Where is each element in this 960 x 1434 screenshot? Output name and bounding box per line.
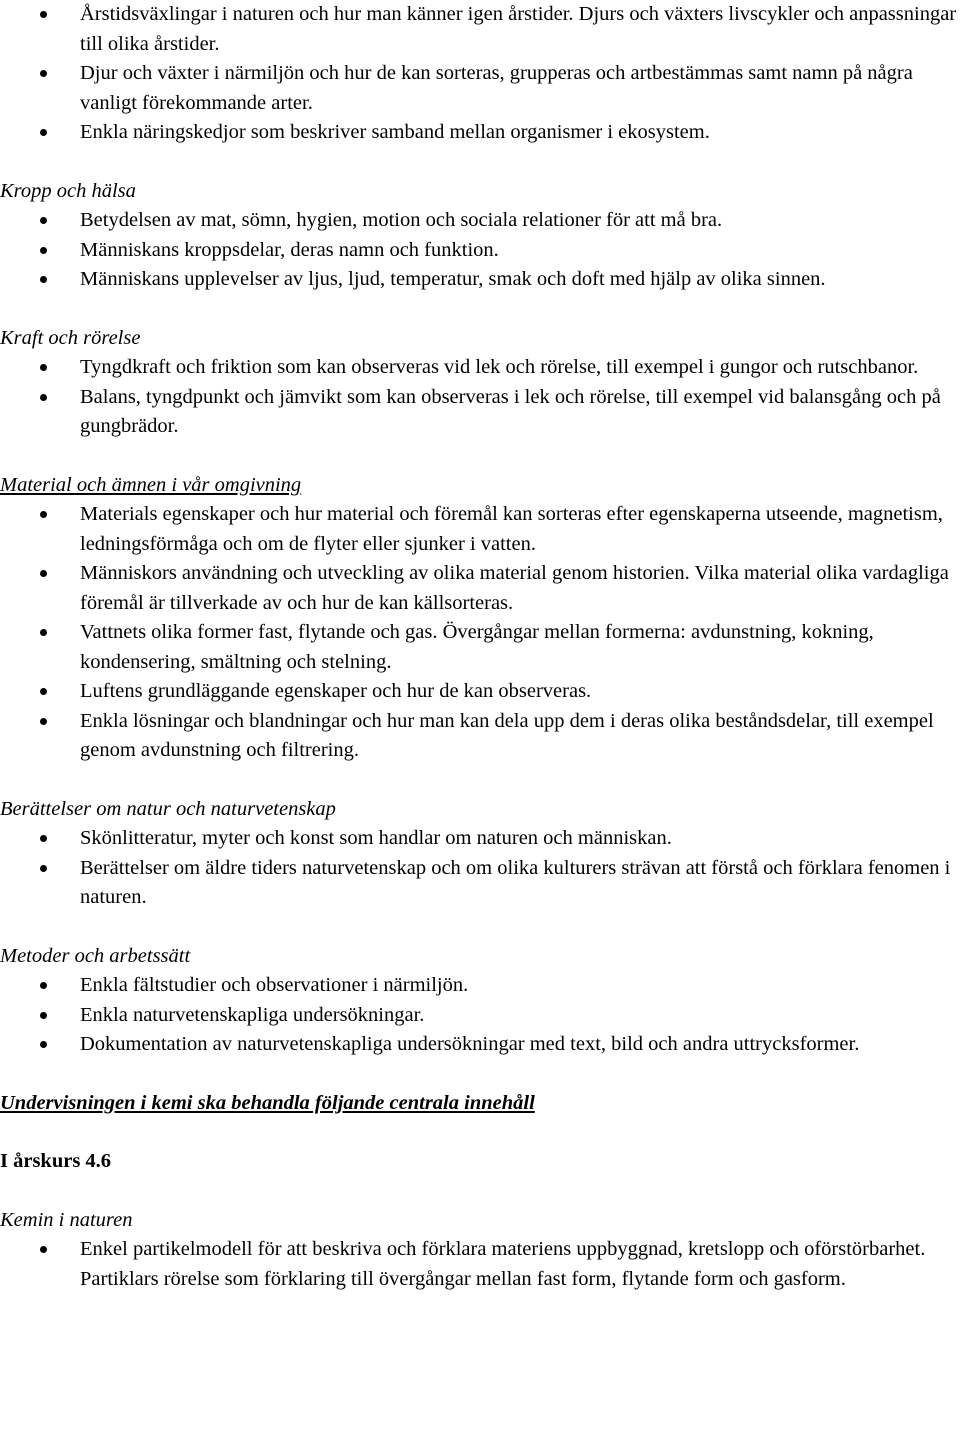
list-item-text: Årstidsväxlingar i naturen och hur man känner igen årstider. Djurs och växters livscykler och anpassningar till olika årstider. xyxy=(80,3,957,55)
list-item xyxy=(0,236,960,266)
list-item xyxy=(0,206,960,236)
list-item xyxy=(0,500,960,559)
bullet-icon xyxy=(40,835,47,842)
bullet-icon xyxy=(40,511,47,518)
list-item-text: Människors användning och utveckling av olika material genom historien. Vilka material olika vardagliga föremål är tillverkade av och hur de kan källsorteras. xyxy=(80,562,949,614)
bullet-icon xyxy=(40,865,47,872)
list-item-text: Människans kroppsdelar, deras namn och funktion. xyxy=(80,238,499,261)
list-item-text: Enkla lösningar och blandningar och hur man kan dela upp dem i deras olika beståndsdelar, till exempel genom avdunstning och filtrering. xyxy=(80,709,934,761)
list-item-text: Djur och växter i närmiljön och hur de kan sorteras, grupperas och artbestämmas samt namn på några vanligt förekommande arter. xyxy=(80,62,913,114)
list-item xyxy=(0,0,960,59)
list-item-text: Materials egenskaper och hur material och föremål kan sorteras efter egenskaperna utseende, magnetism, ledningsförmåga och om de flyter eller sjunker i vatten. xyxy=(80,503,943,555)
list-item xyxy=(0,707,960,766)
bullet-icon xyxy=(40,129,47,136)
bullet-icon xyxy=(40,1246,47,1253)
list-item-text: Vattnets olika former fast, flytande och gas. Övergångar mellan formerna: avdunstning, kokning, kondensering, smältning och stelning. xyxy=(80,621,874,673)
list-item-text: Berättelser om äldre tiders naturvetenskap och om olika kulturers strävan att förstå och förklara fenomen i naturen. xyxy=(80,856,951,908)
section-heading-kropp: Kropp och hälsa xyxy=(0,179,136,202)
kropp-list xyxy=(0,206,960,295)
list-item xyxy=(0,854,960,913)
list-item xyxy=(0,265,960,295)
list-item xyxy=(0,383,960,442)
bullet-icon xyxy=(40,570,47,577)
list-item-text: Dokumentation av naturvetenskapliga undersökningar med text, bild och andra uttrycksformer. xyxy=(80,1033,860,1055)
grade-label: I årskurs 4.6 xyxy=(0,1150,112,1172)
bullet-icon xyxy=(40,718,47,725)
bullet-icon xyxy=(40,394,47,401)
list-item-text: Enkla naturvetenskapliga undersökningar. xyxy=(80,1003,425,1026)
bullet-icon xyxy=(40,629,47,636)
material-list xyxy=(0,500,960,766)
list-item xyxy=(0,971,960,1001)
list-item-text: Enkla näringskedjor som beskriver samband mellan organismer i ekosystem. xyxy=(80,121,710,143)
list-item xyxy=(0,59,960,118)
bullet-icon xyxy=(40,276,47,283)
metoder-list xyxy=(0,971,960,1060)
list-item-text: Enkel partikelmodell för att beskriva och förklara materiens uppbyggnad, kretslopp och oförstörbarhet. Partiklars rörelse som förklaring till övergångar mellan fast form, flytande form och gasform. xyxy=(80,1238,926,1290)
list-item-text: Enkla fältstudier och observationer i närmiljön. xyxy=(80,974,469,996)
bullet-icon xyxy=(40,1012,47,1019)
bullet-icon xyxy=(40,688,47,695)
berattelser-list xyxy=(0,824,960,913)
list-item-text: Skönlitteratur, myter och konst som handlar om naturen och människan. xyxy=(80,827,672,849)
list-item xyxy=(0,1001,960,1031)
section-heading-kemin: Kemin i naturen xyxy=(0,1208,133,1231)
kraft-list xyxy=(0,353,960,442)
bullet-icon xyxy=(40,982,47,989)
list-item xyxy=(0,559,960,618)
kemin-list xyxy=(0,1235,960,1294)
bullet-icon xyxy=(40,70,47,77)
list-item-text: Balans, tyngdpunkt och jämvikt som kan observeras i lek och rörelse, till exempel vid balansgång och på gungbrädor. xyxy=(80,385,941,437)
list-item-text: Människans upplevelser av ljus, ljud, temperatur, smak och doft med hjälp av olika sinnen. xyxy=(80,268,826,290)
list-item-text: Tyngdkraft och friktion som kan observeras vid lek och rörelse, till exempel i gungor och rutschbanor. xyxy=(80,356,919,378)
list-item xyxy=(0,353,960,383)
list-item xyxy=(0,118,960,148)
section-heading-kraft: Kraft och rörelse xyxy=(0,326,141,349)
section-heading-material: Material och ämnen i vår omgivning xyxy=(0,473,302,496)
intro-list xyxy=(0,0,960,148)
bullet-icon xyxy=(40,247,47,254)
bullet-icon xyxy=(40,1041,47,1048)
section-heading-metoder: Metoder och arbetssätt xyxy=(0,944,191,967)
bullet-icon xyxy=(40,217,47,224)
list-item xyxy=(0,1235,960,1294)
list-item xyxy=(0,1030,960,1060)
bullet-icon xyxy=(40,364,47,371)
list-item xyxy=(0,618,960,677)
kemi-title: Undervisningen i kemi ska behandla följande centrala innehåll xyxy=(0,1091,535,1114)
list-item-text: Luftens grundläggande egenskaper och hur de kan observeras. xyxy=(80,680,592,702)
list-item xyxy=(0,677,960,707)
list-item xyxy=(0,824,960,854)
list-item-text: Betydelsen av mat, sömn, hygien, motion och sociala relationer för att må bra. xyxy=(80,209,723,231)
bullet-icon xyxy=(40,11,47,18)
section-heading-berattelser: Berättelser om natur och naturvetenskap xyxy=(0,797,336,820)
